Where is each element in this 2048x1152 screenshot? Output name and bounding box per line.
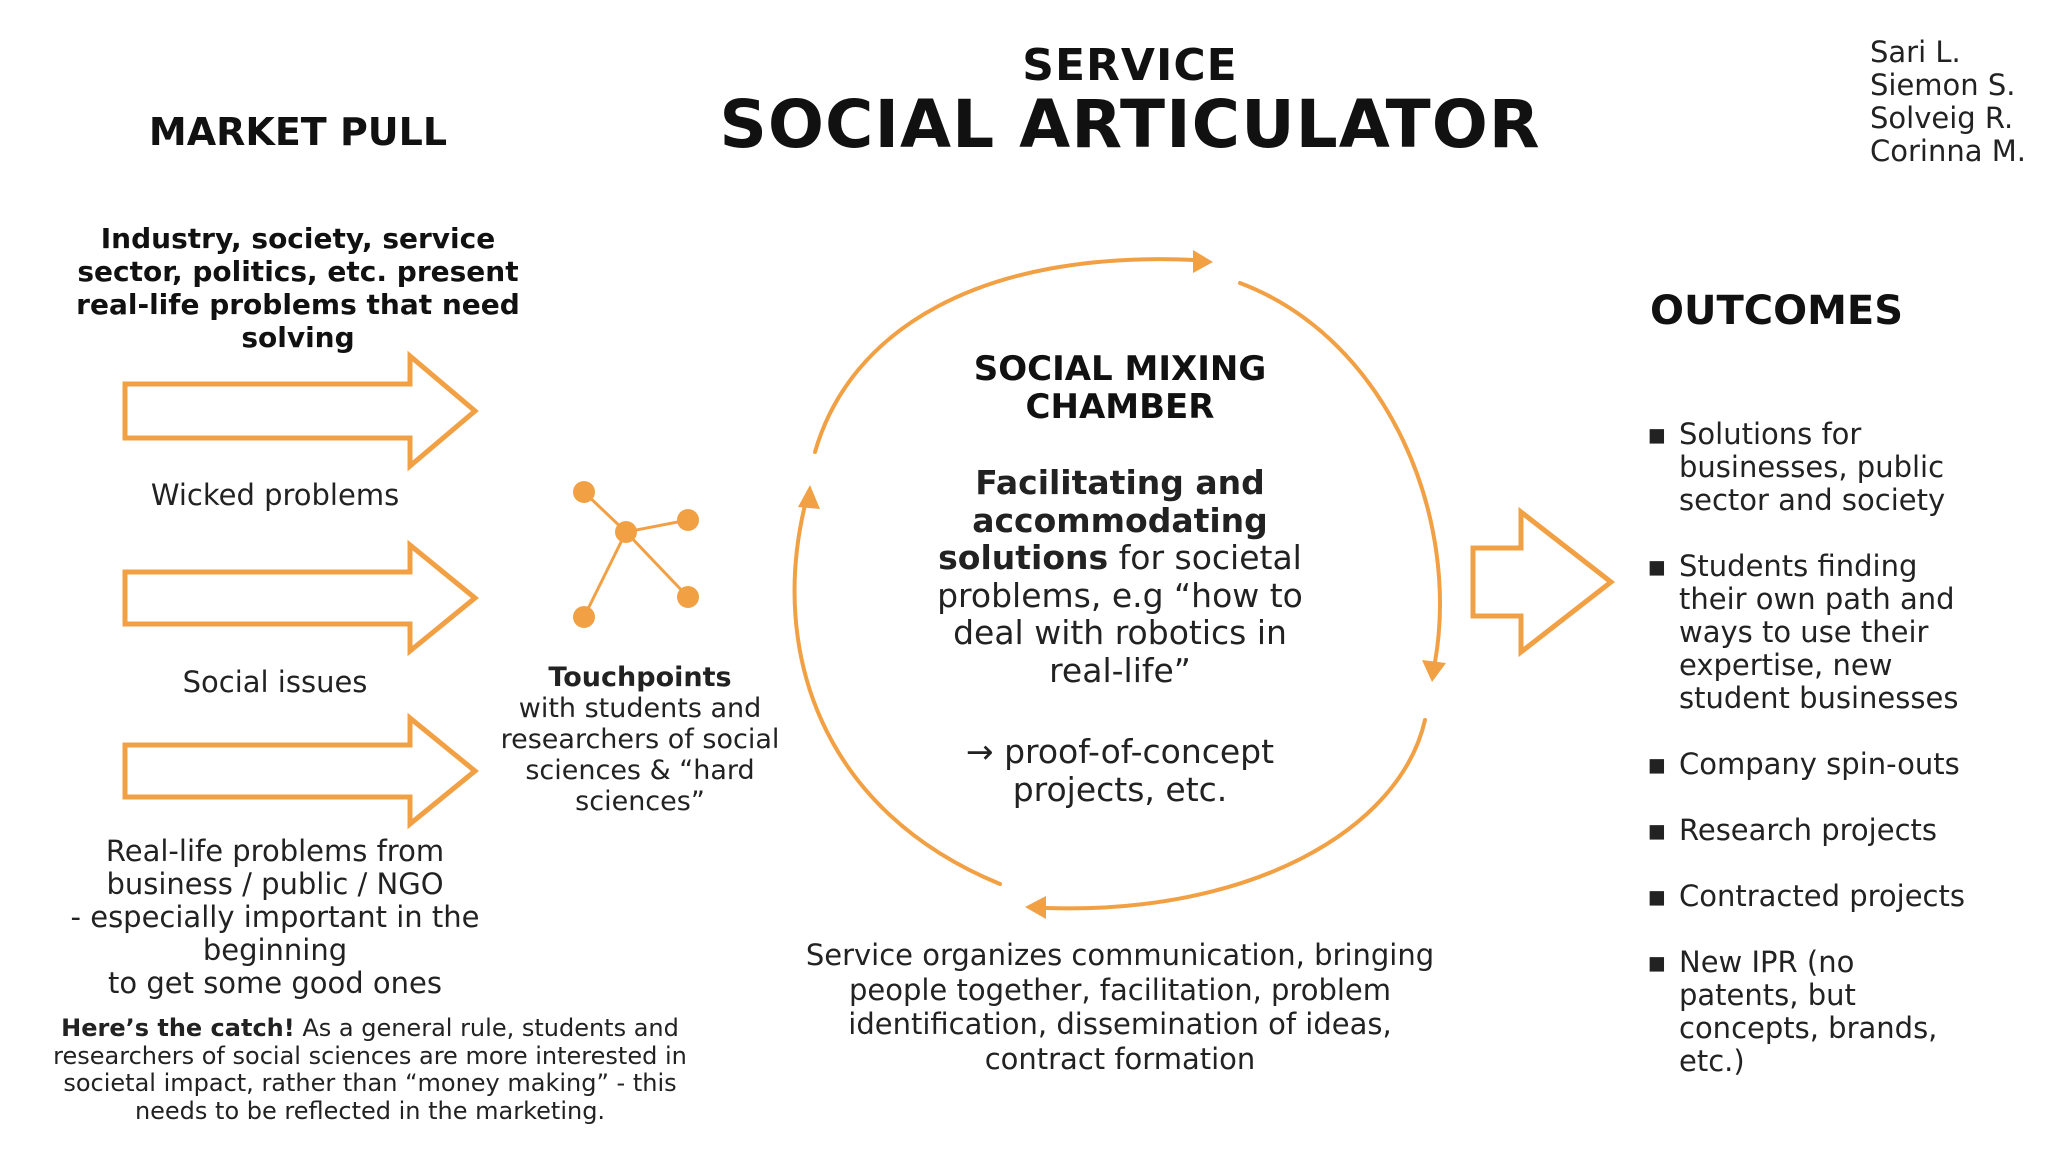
outcome-text: Students finding their own path and ways to use their expertise, new student businesses bbox=[1679, 549, 1959, 715]
network-icon bbox=[573, 481, 699, 628]
author-name: Siemon S. bbox=[1870, 68, 2016, 102]
bullet-icon: ▪ bbox=[1647, 879, 1667, 913]
cycle-arrowhead-bottom bbox=[1025, 896, 1046, 919]
outcome-text: Company spin-outs bbox=[1679, 747, 1960, 781]
cycle-arrowhead-right bbox=[1422, 660, 1446, 682]
outcome-item bbox=[1645, 946, 1965, 1078]
mixing-chamber-text: for societal problems, e.g “how to deal with robotics in real-life” bbox=[937, 538, 1303, 690]
real-life-problems-arrow bbox=[125, 718, 475, 824]
wicked-problems-label: Wicked problems bbox=[150, 478, 400, 512]
outcome-item bbox=[1645, 418, 1965, 517]
touchpoints-description: with students and researchers of social sciences & “hard sciences” bbox=[500, 693, 780, 817]
mixing-chamber-title: SOCIAL MIXING CHAMBER bbox=[973, 349, 1267, 427]
author-name: Solveig R. bbox=[1870, 101, 2014, 135]
social-issues-arrow bbox=[125, 545, 475, 651]
outcome-item bbox=[1645, 748, 1965, 781]
bullet-icon: ▪ bbox=[1647, 549, 1667, 583]
bullet-icon: ▪ bbox=[1647, 813, 1667, 847]
catch-text: As a general rule, students and researchers of social sciences are more interested in societal impact, rather than “money making” - this needs to be reflected in the marketing. bbox=[53, 1014, 687, 1125]
proof-of-concept-label: proof-of-concept projects, etc. bbox=[993, 732, 1275, 809]
service-description: Service organizes communication, bringing people together, facilitation, problem identification, dissemination of ideas, contract formation bbox=[805, 938, 1435, 1076]
real-life-problems-line: Real-life problems from bbox=[105, 834, 445, 868]
outcome-item bbox=[1645, 814, 1965, 847]
page-title: SOCIAL ARTICULATOR bbox=[719, 86, 1541, 163]
catch-note bbox=[40, 1015, 700, 1125]
touchpoints-text bbox=[500, 662, 780, 817]
real-life-problems-line: - especially important in the beginning bbox=[70, 900, 480, 967]
outcomes-arrow bbox=[1473, 512, 1611, 652]
real-life-problems-line: business / public / NGO bbox=[106, 867, 444, 901]
outcome-text: Solutions for businesses, public sector and society bbox=[1679, 417, 1946, 517]
cycle-arrowhead-left bbox=[798, 485, 820, 509]
right-arrow-icon: → bbox=[965, 732, 994, 771]
service-label: SERVICE bbox=[1022, 40, 1238, 91]
author-name: Sari L. bbox=[1870, 35, 1961, 69]
author-name: Corinna M. bbox=[1870, 134, 2026, 168]
outcome-text: Contracted projects bbox=[1679, 879, 1965, 913]
outcome-text: New IPR (no patents, but concepts, brands, etc.) bbox=[1679, 945, 1938, 1078]
bullet-icon: ▪ bbox=[1647, 747, 1667, 781]
wicked-problems-arrow bbox=[125, 356, 475, 466]
market-pull-heading: MARKET PULL bbox=[148, 110, 448, 154]
touchpoints-title: Touchpoints bbox=[548, 662, 732, 693]
outcome-text: Research projects bbox=[1679, 813, 1937, 847]
catch-lead: Here’s the catch! bbox=[61, 1014, 295, 1042]
cycle-arrowhead-top bbox=[1193, 250, 1213, 273]
real-life-problems-label bbox=[0, 835, 550, 1000]
bullet-icon: ▪ bbox=[1647, 417, 1667, 451]
mixing-chamber-description bbox=[930, 464, 1310, 689]
author-list bbox=[1870, 36, 2026, 168]
outcome-item bbox=[1645, 880, 1965, 913]
outcomes-heading: OUTCOMES bbox=[1650, 288, 1904, 334]
bullet-icon: ▪ bbox=[1647, 945, 1667, 979]
market-pull-description: Industry, society, service sector, politics, etc. present real-life problems that need solving bbox=[76, 222, 520, 354]
social-issues-label: Social issues bbox=[182, 665, 368, 699]
real-life-problems-line: to get some good ones bbox=[108, 966, 442, 1000]
outcome-item bbox=[1645, 550, 1965, 715]
mixing-chamber-bold-text: Facilitating and accommodating solutions bbox=[938, 463, 1268, 577]
proof-of-concept-text bbox=[930, 733, 1310, 808]
outcomes-list bbox=[1645, 418, 1965, 1111]
